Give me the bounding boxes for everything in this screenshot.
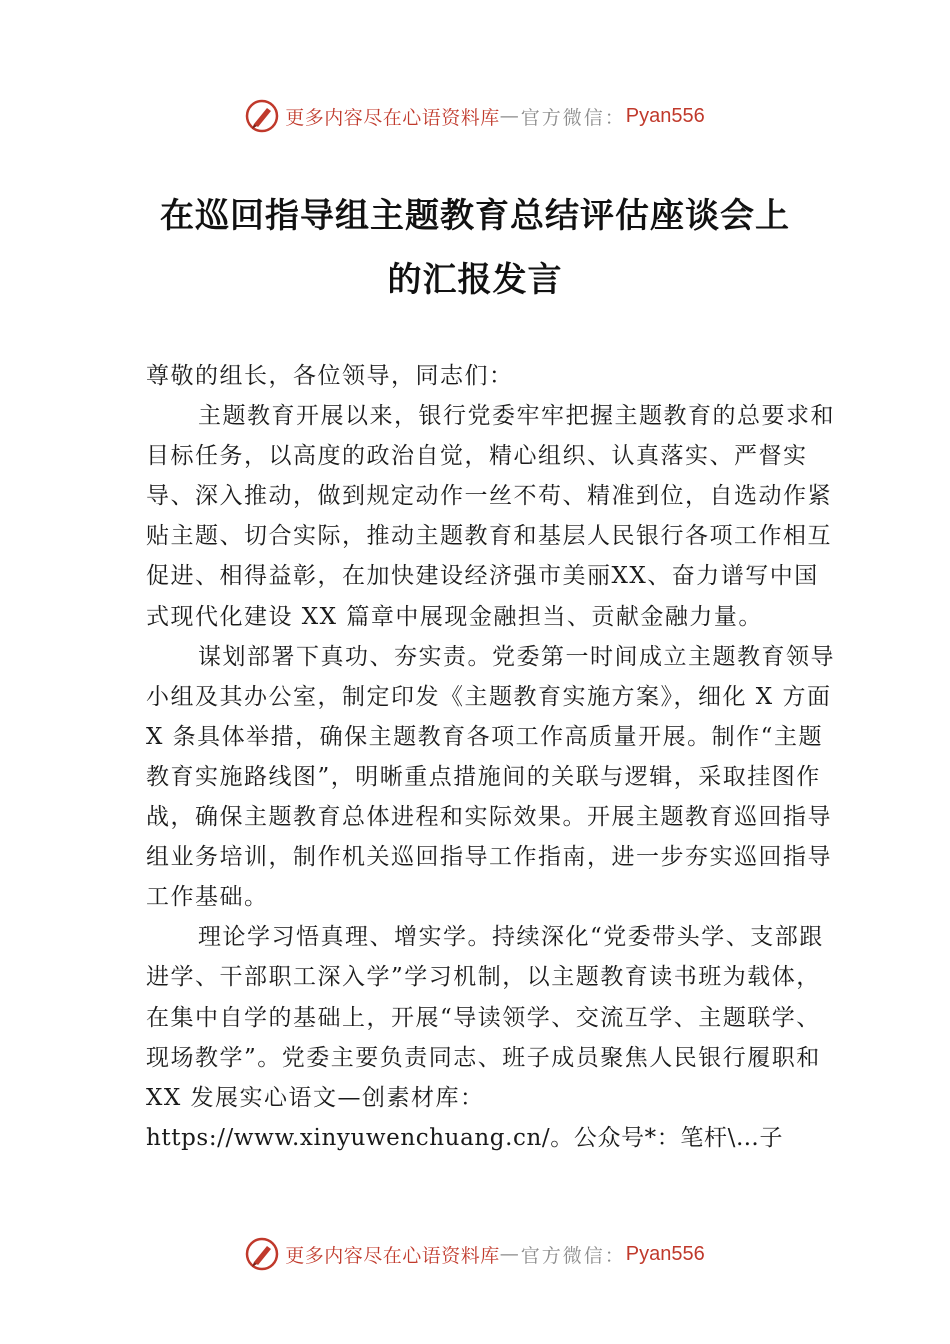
banner-wechat-id: Pyan556 <box>625 104 705 127</box>
source-url-text: https://www.xinyuwenchuang.cn/。公众号*：笔杆\…子 <box>146 1124 784 1151</box>
banner-brand: 更多内容尽在心语资料库 <box>285 106 500 129</box>
paragraph-theory-study-text: 理论学习悟真理、增实学。持续深化“党委带头学、支部跟进学、干部职工深入学”学习机制，以主题教育读书班为载体，在集中自学的基础上，开展“导读领学、交流互学、主题联学、现场教学”。党委主要负责同志、班子成员聚焦人民银行履职和 XX 发展实心语文—创素材库： <box>146 924 824 1111</box>
document-title-line-2: 的汇报发言 <box>387 260 563 300</box>
paragraph-theory-study <box>146 917 836 1158</box>
document-body <box>146 356 836 1158</box>
salutation: 尊敬的组长，各位领导，同志们： <box>146 363 514 389</box>
banner-dash: — <box>499 1243 521 1265</box>
banner-wechat-label: 官方微信： <box>520 1244 626 1267</box>
banner-brand: 更多内容尽在心语资料库 <box>285 1244 500 1267</box>
header-watermark <box>0 96 950 136</box>
pen-logo-icon <box>245 1237 279 1271</box>
paragraph-intro: 主题教育开展以来，银行党委牢牢把握主题教育的总要求和目标任务，以高度的政治自觉，精心组织、认真落实、严督实导、深入推动，做到规定动作一丝不苟、精准到位，自选动作紧贴主题、切合实际，推动主题教育和基层人民银行各项工作相互促进、相得益彰，在加快建设经济强市美丽XX、奋力谱写中国式现代化建设 XX 篇章中展现金融担当、贡献金融力量。 <box>146 403 835 630</box>
banner-wechat-label: 官方微信： <box>520 106 626 129</box>
document-title-line-1: 在巡回指导组主题教育总结评估座谈会上 <box>160 196 790 236</box>
paragraph-planning: 谋划部署下真功、夯实责。党委第一时间成立主题教育领导小组及其办公室，制定印发《主题教育实施方案》，细化 X 方面 X 条具体举措，确保主题教育各项工作高质量开展。制作“主题教育实施路线图”，明晰重点措施间的关联与逻辑，采取挂图作战，确保主题教育总体进程和实际效果。开展主题教育巡回指导组业务培训，制作机关巡回指导工作指南，进一步夯实巡回指导工作基础。 <box>146 643 835 911</box>
banner-wechat-id: Pyan556 <box>625 1242 705 1265</box>
banner-dash: — <box>499 105 521 127</box>
footer-watermark <box>0 1234 950 1274</box>
pen-logo-icon <box>245 99 279 133</box>
